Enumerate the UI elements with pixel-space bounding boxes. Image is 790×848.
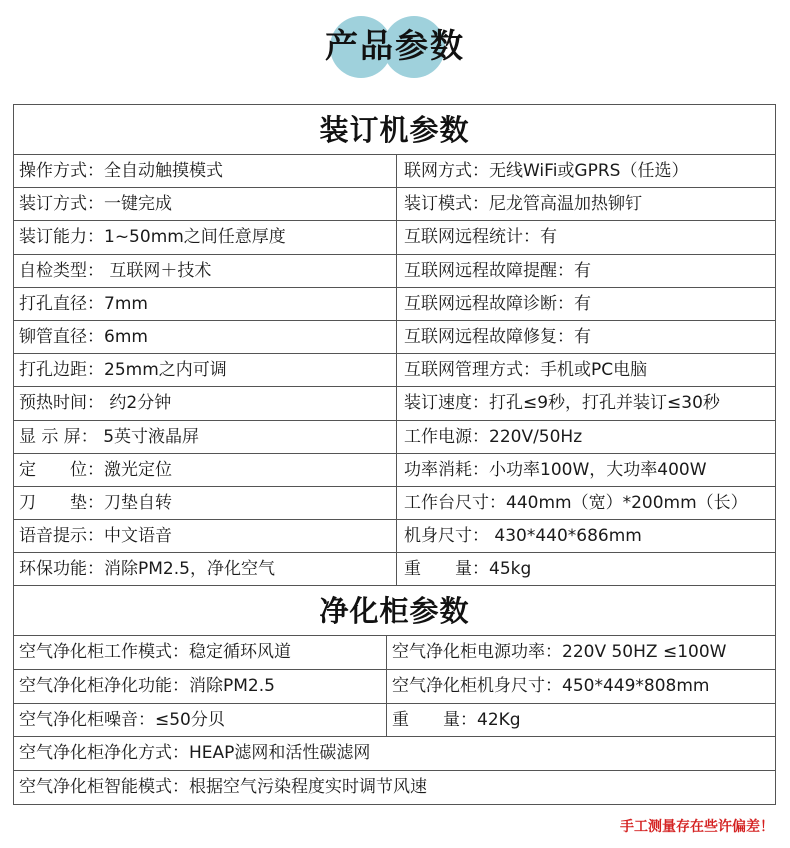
spec-cell-right: 互联网远程故障提醒：有 <box>404 260 591 281</box>
measurement-disclaimer: 手工测量存在些许偏差！ <box>620 819 774 835</box>
spec-table <box>13 104 776 805</box>
spec-cell-right: 互联网远程故障修复：有 <box>404 326 591 347</box>
table-row <box>14 354 775 387</box>
table-row <box>14 288 775 321</box>
table-row <box>14 421 775 454</box>
table-row <box>14 454 775 487</box>
spec-cell-right: 装订模式：尼龙管高温加热铆钉 <box>404 194 642 215</box>
table-row <box>14 487 775 520</box>
spec-cell-right: 空气净化柜机身尺寸：450*449*808mm <box>392 676 710 697</box>
table-row <box>14 520 775 553</box>
spec-cell-right: 功率消耗：小功率100W，大功率400W <box>404 459 707 480</box>
spec-cell-left: 语音提示：中文语音 <box>14 520 397 552</box>
spec-cell-left: 装订方式：一键完成 <box>14 188 397 220</box>
spec-cell-left: 打孔边距：25mm之内可调 <box>14 354 397 386</box>
spec-cell-left: 自检类型： 互联网＋技术 <box>14 255 397 287</box>
spec-cell-left: 装订能力：1~50mm之间任意厚度 <box>14 221 397 253</box>
binding-machine-section <box>14 105 775 586</box>
spec-cell-left: 空气净化柜工作模式：稳定循环风道 <box>14 636 387 669</box>
spec-cell-left: 刀 垫：刀垫自转 <box>14 487 397 519</box>
spec-cell-right: 装订速度：打孔≤9秒，打孔并装订≤30秒 <box>404 393 720 414</box>
spec-cell-right: 互联网远程统计：有 <box>404 227 557 248</box>
spec-cell-left: 空气净化柜净化功能：消除PM2.5 <box>14 670 387 703</box>
table-row <box>14 255 775 288</box>
spec-cell-right: 互联网远程故障诊断：有 <box>404 293 591 314</box>
table-row <box>14 737 775 771</box>
section-title-purifier-cabinet: 净化柜参数 <box>14 586 775 636</box>
spec-cell-right: 重 量：42Kg <box>392 709 521 730</box>
spec-cell-right: 重 量：45kg <box>404 559 532 580</box>
spec-cell-full: 空气净化柜智能模式：根据空气污染程度实时调节风速 <box>19 776 427 797</box>
spec-cell-left: 定 位：激光定位 <box>14 454 397 486</box>
spec-cell-right: 工作台尺寸：440mm（宽）*200mm（长） <box>404 492 748 513</box>
table-row <box>14 553 775 586</box>
spec-cell-left: 操作方式：全自动触摸模式 <box>14 155 397 187</box>
table-row <box>14 221 775 254</box>
table-row <box>14 704 775 738</box>
spec-cell-left: 预热时间： 约2分钟 <box>14 387 397 419</box>
spec-cell-right: 工作电源：220V/50Hz <box>404 426 583 447</box>
spec-cell-right: 联网方式：无线WiFi或GPRS（任选） <box>404 161 689 181</box>
table-row <box>14 670 775 704</box>
table-row <box>14 387 775 420</box>
spec-cell-right: 机身尺寸： 430*440*686mm <box>404 526 642 547</box>
spec-cell-left: 空气净化柜噪音：≤50分贝 <box>14 704 387 737</box>
page-header <box>0 0 790 96</box>
table-row <box>14 771 775 805</box>
spec-cell-full: 空气净化柜净化方式：HEAP滤网和活性碳滤网 <box>19 743 371 764</box>
table-row <box>14 188 775 221</box>
purifier-cabinet-section <box>14 586 775 804</box>
spec-cell-right: 空气净化柜电源功率：220V 50HZ ≤100W <box>392 642 727 663</box>
table-row <box>14 321 775 354</box>
page-title: 产品参数 <box>325 26 465 65</box>
spec-cell-left: 显 示 屏： 5英寸液晶屏 <box>14 421 397 453</box>
spec-cell-right: 互联网管理方式：手机或PC电脑 <box>404 360 648 381</box>
spec-cell-left: 铆管直径：6mm <box>14 321 397 353</box>
section-title-binding-machine: 装订机参数 <box>14 105 775 155</box>
table-row <box>14 636 775 670</box>
table-row <box>14 155 775 188</box>
spec-cell-left: 环保功能：消除PM2.5，净化空气 <box>14 553 397 585</box>
spec-cell-left: 打孔直径：7mm <box>14 288 397 320</box>
